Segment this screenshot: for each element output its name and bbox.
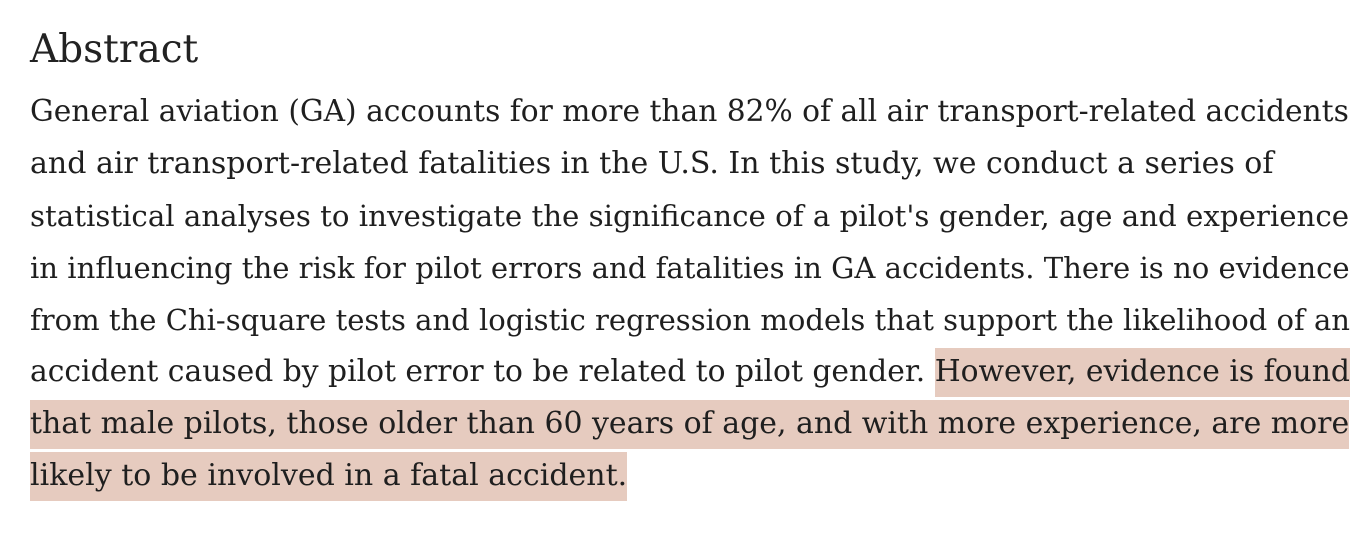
abstract-line-8	[30, 450, 1350, 502]
abstract-section	[30, 24, 1350, 502]
abstract-line-5: from the Chi-square tests and logistic regression models that support the likelihood of an	[30, 303, 1351, 337]
abstract-paragraph	[30, 86, 1350, 502]
abstract-line-6	[30, 346, 1350, 398]
abstract-line-4: in influencing the risk for pilot errors and fatalities in GA accidents. There is no evidence	[30, 251, 1350, 285]
abstract-line-3: statistical analyses to investigate the significance of a pilot's gender, age and experience	[30, 199, 1350, 233]
abstract-line-2: and air transport-related fatalities in the U.S. In this study, we conduct a series of	[30, 146, 1274, 181]
highlighted-text-2[interactable]: that male pilots, those older than 60 years of age, and with more experience, are more	[30, 400, 1349, 449]
abstract-line-7	[30, 398, 1350, 450]
abstract-heading: Abstract	[30, 27, 199, 72]
abstract-line-6-text: accident caused by pilot error to be related to pilot gender.	[30, 354, 935, 389]
abstract-line-1: General aviation (GA) accounts for more than 82% of all air transport-related accidents	[30, 94, 1349, 129]
highlighted-text-3[interactable]: likely to be involved in a fatal accident.	[30, 452, 627, 501]
highlighted-text-1[interactable]: However, evidence is found	[935, 348, 1350, 397]
